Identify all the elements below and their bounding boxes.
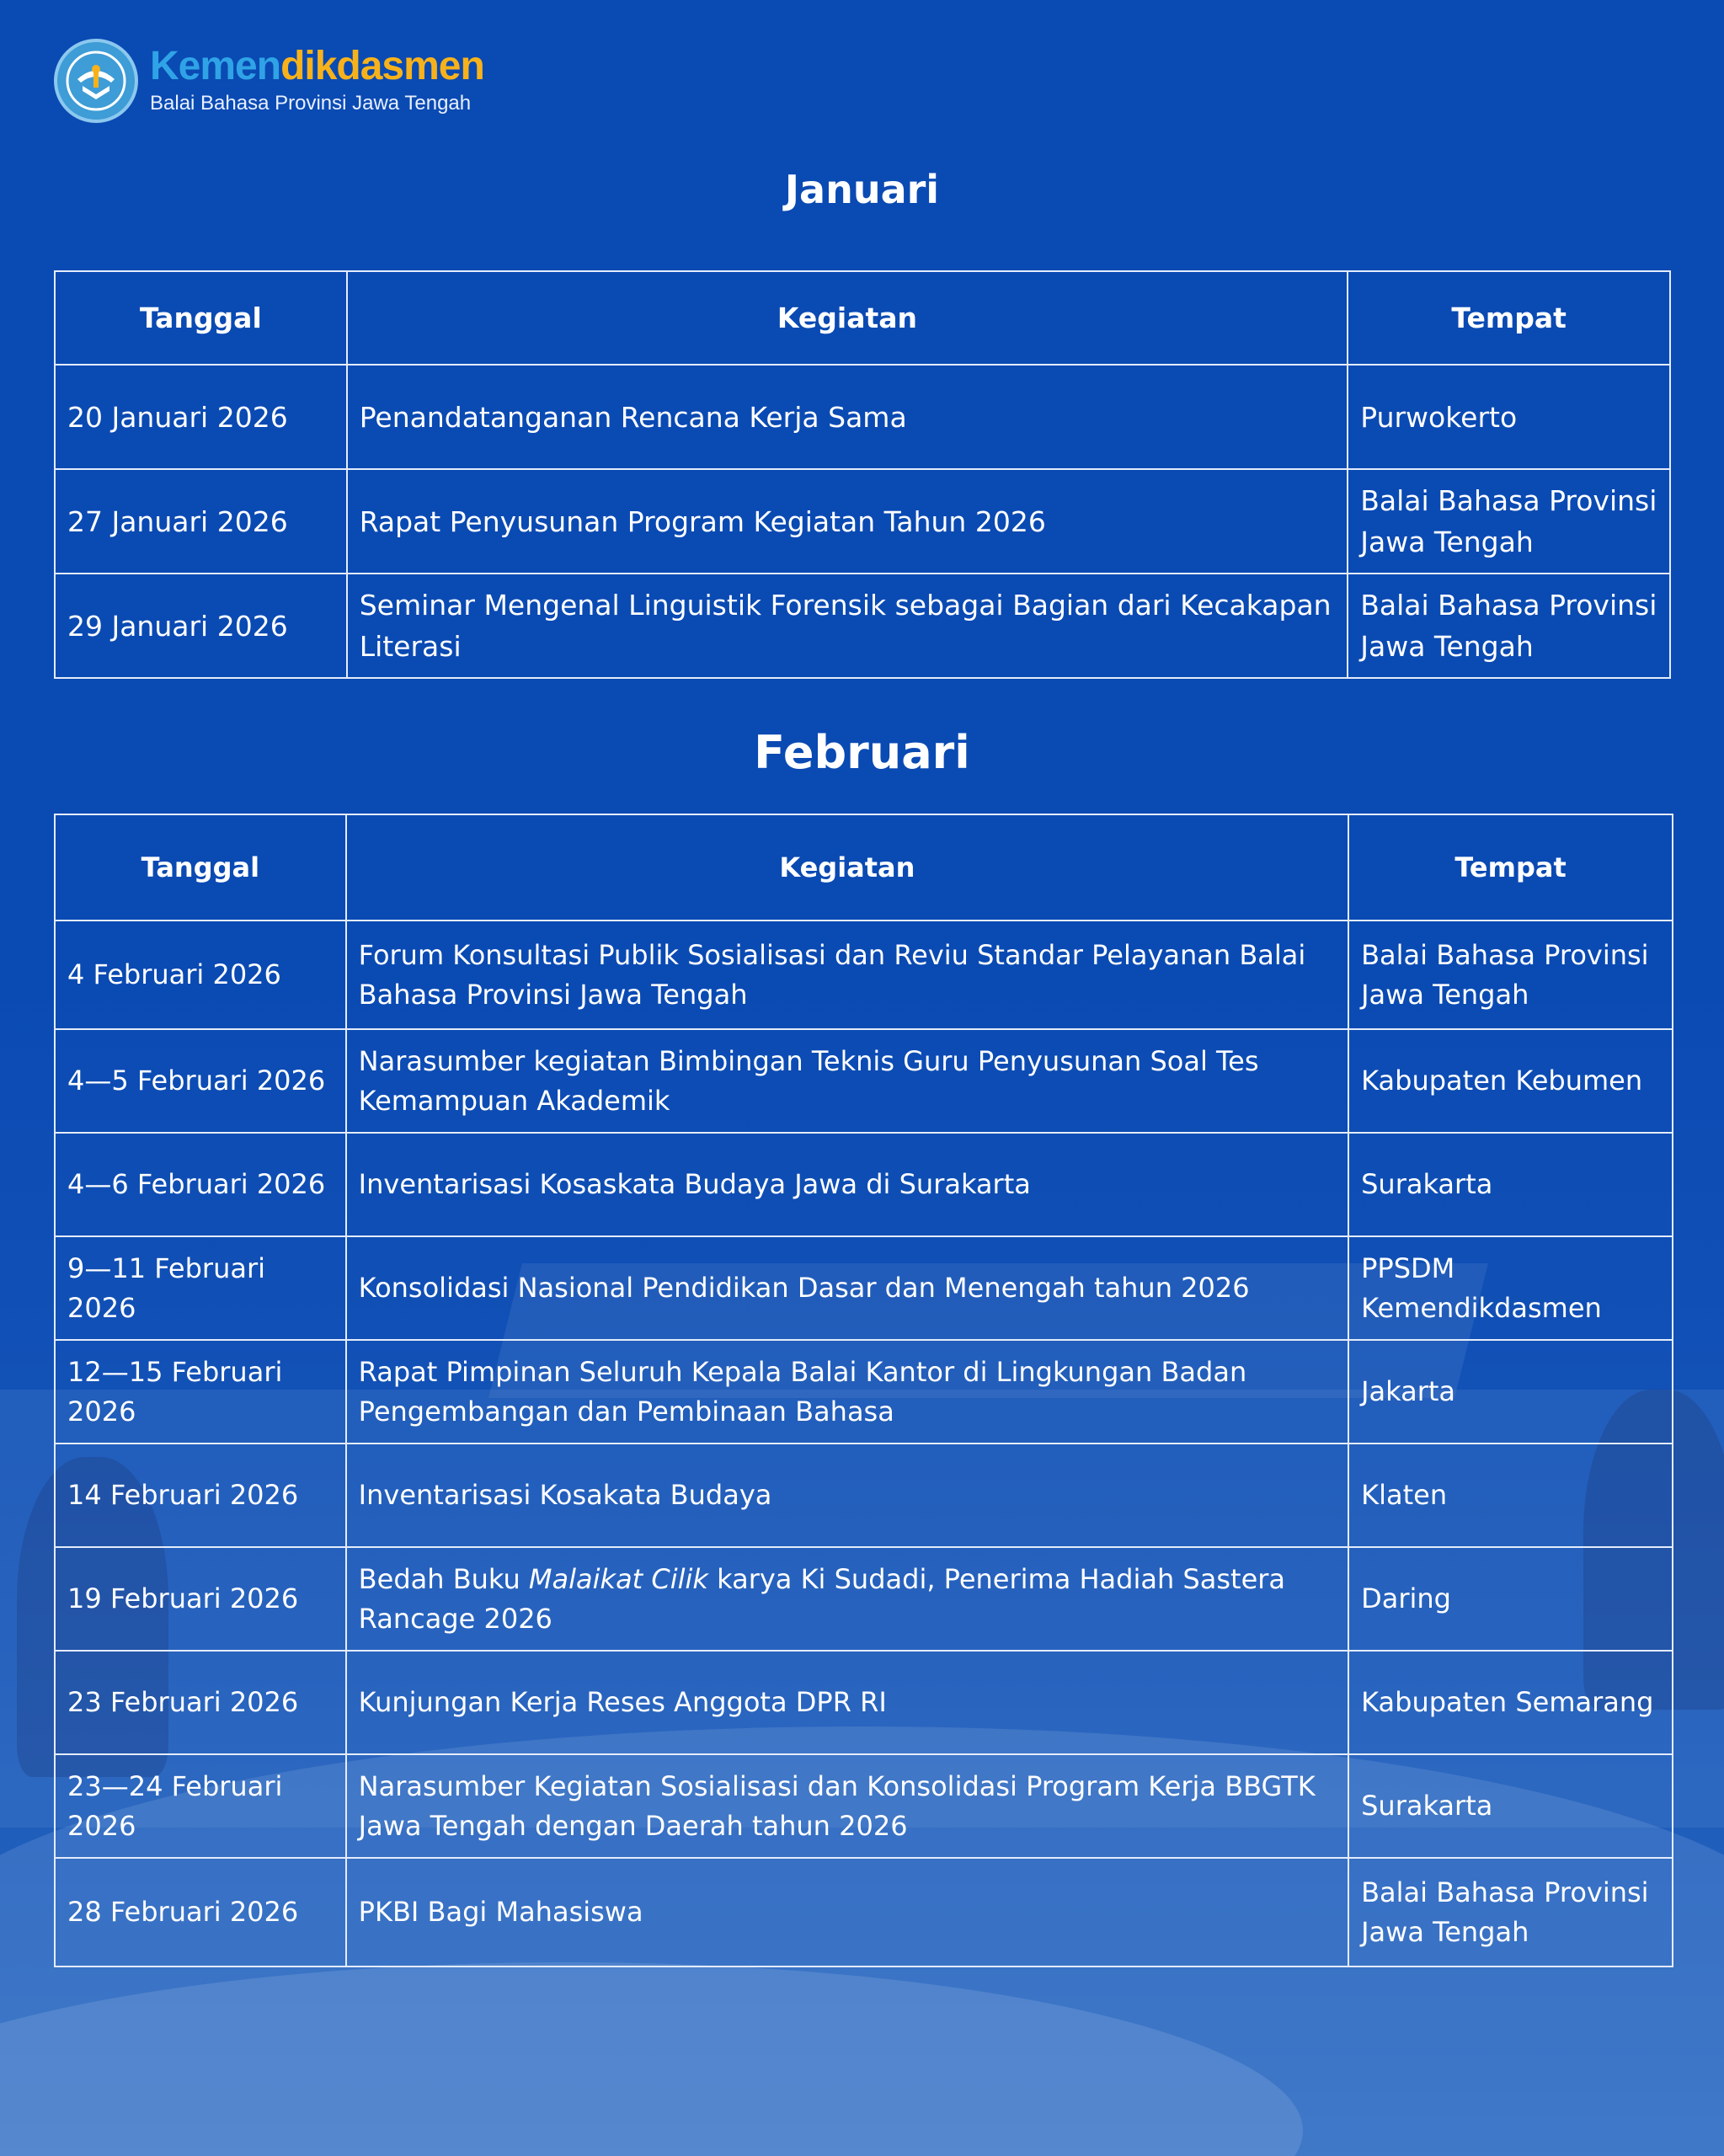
cell-tempat: Surakarta [1348, 1133, 1673, 1236]
cell-kegiatan: Rapat Penyusunan Program Kegiatan Tahun 2026 [347, 469, 1348, 574]
cell-kegiatan: Kunjungan Kerja Reses Anggota DPR RI [346, 1651, 1348, 1754]
cell-tanggal: 23 Februari 2026 [55, 1651, 346, 1754]
cell-tempat: Balai Bahasa Provinsi Jawa Tengah [1348, 1858, 1673, 1967]
tut-wuri-handayani-emblem-icon [54, 39, 138, 123]
table-header-row [55, 814, 1673, 921]
cell-tempat: PPSDM Kemendikdasmen [1348, 1236, 1673, 1340]
cell-tempat: Klaten [1348, 1444, 1673, 1547]
cell-tanggal: 29 Januari 2026 [55, 574, 347, 678]
column-header-tanggal: Tanggal [55, 271, 347, 365]
table-row [55, 1340, 1673, 1444]
cell-tanggal: 12—15 Februari 2026 [55, 1340, 346, 1444]
cell-tanggal: 4—6 Februari 2026 [55, 1133, 346, 1236]
cell-tanggal: 9—11 Februari 2026 [55, 1236, 346, 1340]
cell-kegiatan: Forum Konsultasi Publik Sosialisasi dan Reviu Standar Pelayanan Balai Bahasa Provinsi Jawa Tengah [346, 921, 1348, 1029]
book-title: Malaikat Cilik [528, 1562, 708, 1595]
cell-tempat: Balai Bahasa Provinsi Jawa Tengah [1348, 574, 1670, 678]
table-row [55, 365, 1670, 469]
cell-tanggal: 19 Februari 2026 [55, 1547, 346, 1651]
cell-tanggal: 27 Januari 2026 [55, 469, 347, 574]
table-row [55, 1651, 1673, 1754]
cell-kegiatan: Inventarisasi Kosaskata Budaya Jawa di Surakarta [346, 1133, 1348, 1236]
cell-tempat: Balai Bahasa Provinsi Jawa Tengah [1348, 469, 1670, 574]
cell-tempat: Jakarta [1348, 1340, 1673, 1444]
table-row [55, 1029, 1673, 1133]
table-row [55, 469, 1670, 574]
cell-tanggal: 14 Februari 2026 [55, 1444, 346, 1547]
column-header-kegiatan: Kegiatan [346, 814, 1348, 921]
cell-kegiatan: Penandatanganan Rencana Kerja Sama [347, 365, 1348, 469]
brand-name-part2: dikdasmen [280, 44, 484, 88]
kegiatan-text: karya Ki Sudadi, Penerima Hadiah Sastera Rancage 2026 [358, 1562, 1286, 1635]
table-row [55, 1858, 1673, 1967]
cell-tempat: Kabupaten Kebumen [1348, 1029, 1673, 1133]
header [54, 39, 484, 123]
column-header-tempat: Tempat [1348, 271, 1670, 365]
cell-tempat: Purwokerto [1348, 365, 1670, 469]
brand [150, 46, 484, 115]
cell-tanggal: 4—5 Februari 2026 [55, 1029, 346, 1133]
cell-tanggal: 23—24 Februari 2026 [55, 1754, 346, 1858]
table-row [55, 574, 1670, 678]
cell-kegiatan: PKBI Bagi Mahasiswa [346, 1858, 1348, 1967]
cell-tanggal: 4 Februari 2026 [55, 921, 346, 1029]
table-header-row [55, 271, 1670, 365]
cell-kegiatan [346, 1547, 1348, 1651]
cell-kegiatan: Konsolidasi Nasional Pendidikan Dasar dan Menengah tahun 2026 [346, 1236, 1348, 1340]
table-januari [54, 270, 1671, 679]
section-title-januari: Januari [784, 167, 940, 212]
section-title-februari: Februari [754, 726, 970, 779]
brand-name-part1: Kemen [150, 44, 281, 88]
column-header-tempat: Tempat [1348, 814, 1673, 921]
cell-kegiatan: Narasumber kegiatan Bimbingan Teknis Guru Penyusunan Soal Tes Kemampuan Akademik [346, 1029, 1348, 1133]
brand-name [150, 46, 484, 87]
cell-kegiatan: Inventarisasi Kosakata Budaya [346, 1444, 1348, 1547]
cell-tanggal: 28 Februari 2026 [55, 1858, 346, 1967]
table-row [55, 1754, 1673, 1858]
table-row [55, 921, 1673, 1029]
kegiatan-text: Bedah Buku [358, 1562, 529, 1595]
column-header-tanggal: Tanggal [55, 814, 346, 921]
cell-tempat: Daring [1348, 1547, 1673, 1651]
cell-kegiatan: Seminar Mengenal Linguistik Forensik sebagai Bagian dari Kecakapan Literasi [347, 574, 1348, 678]
table-februari [54, 814, 1673, 1967]
table-row [55, 1133, 1673, 1236]
brand-subtitle: Balai Bahasa Provinsi Jawa Tengah [150, 92, 472, 115]
cell-tanggal: 20 Januari 2026 [55, 365, 347, 469]
cell-kegiatan: Rapat Pimpinan Seluruh Kepala Balai Kantor di Lingkungan Badan Pengembangan dan Pembinaan Bahasa [346, 1340, 1348, 1444]
table-row [55, 1236, 1673, 1340]
cell-kegiatan: Narasumber Kegiatan Sosialisasi dan Konsolidasi Program Kerja BBGTK Jawa Tengah dengan Daerah tahun 2026 [346, 1754, 1348, 1858]
table-row [55, 1547, 1673, 1651]
table-row [55, 1444, 1673, 1547]
cell-tempat: Kabupaten Semarang [1348, 1651, 1673, 1754]
cell-tempat: Balai Bahasa Provinsi Jawa Tengah [1348, 921, 1673, 1029]
cell-tempat: Surakarta [1348, 1754, 1673, 1858]
column-header-kegiatan: Kegiatan [347, 271, 1348, 365]
